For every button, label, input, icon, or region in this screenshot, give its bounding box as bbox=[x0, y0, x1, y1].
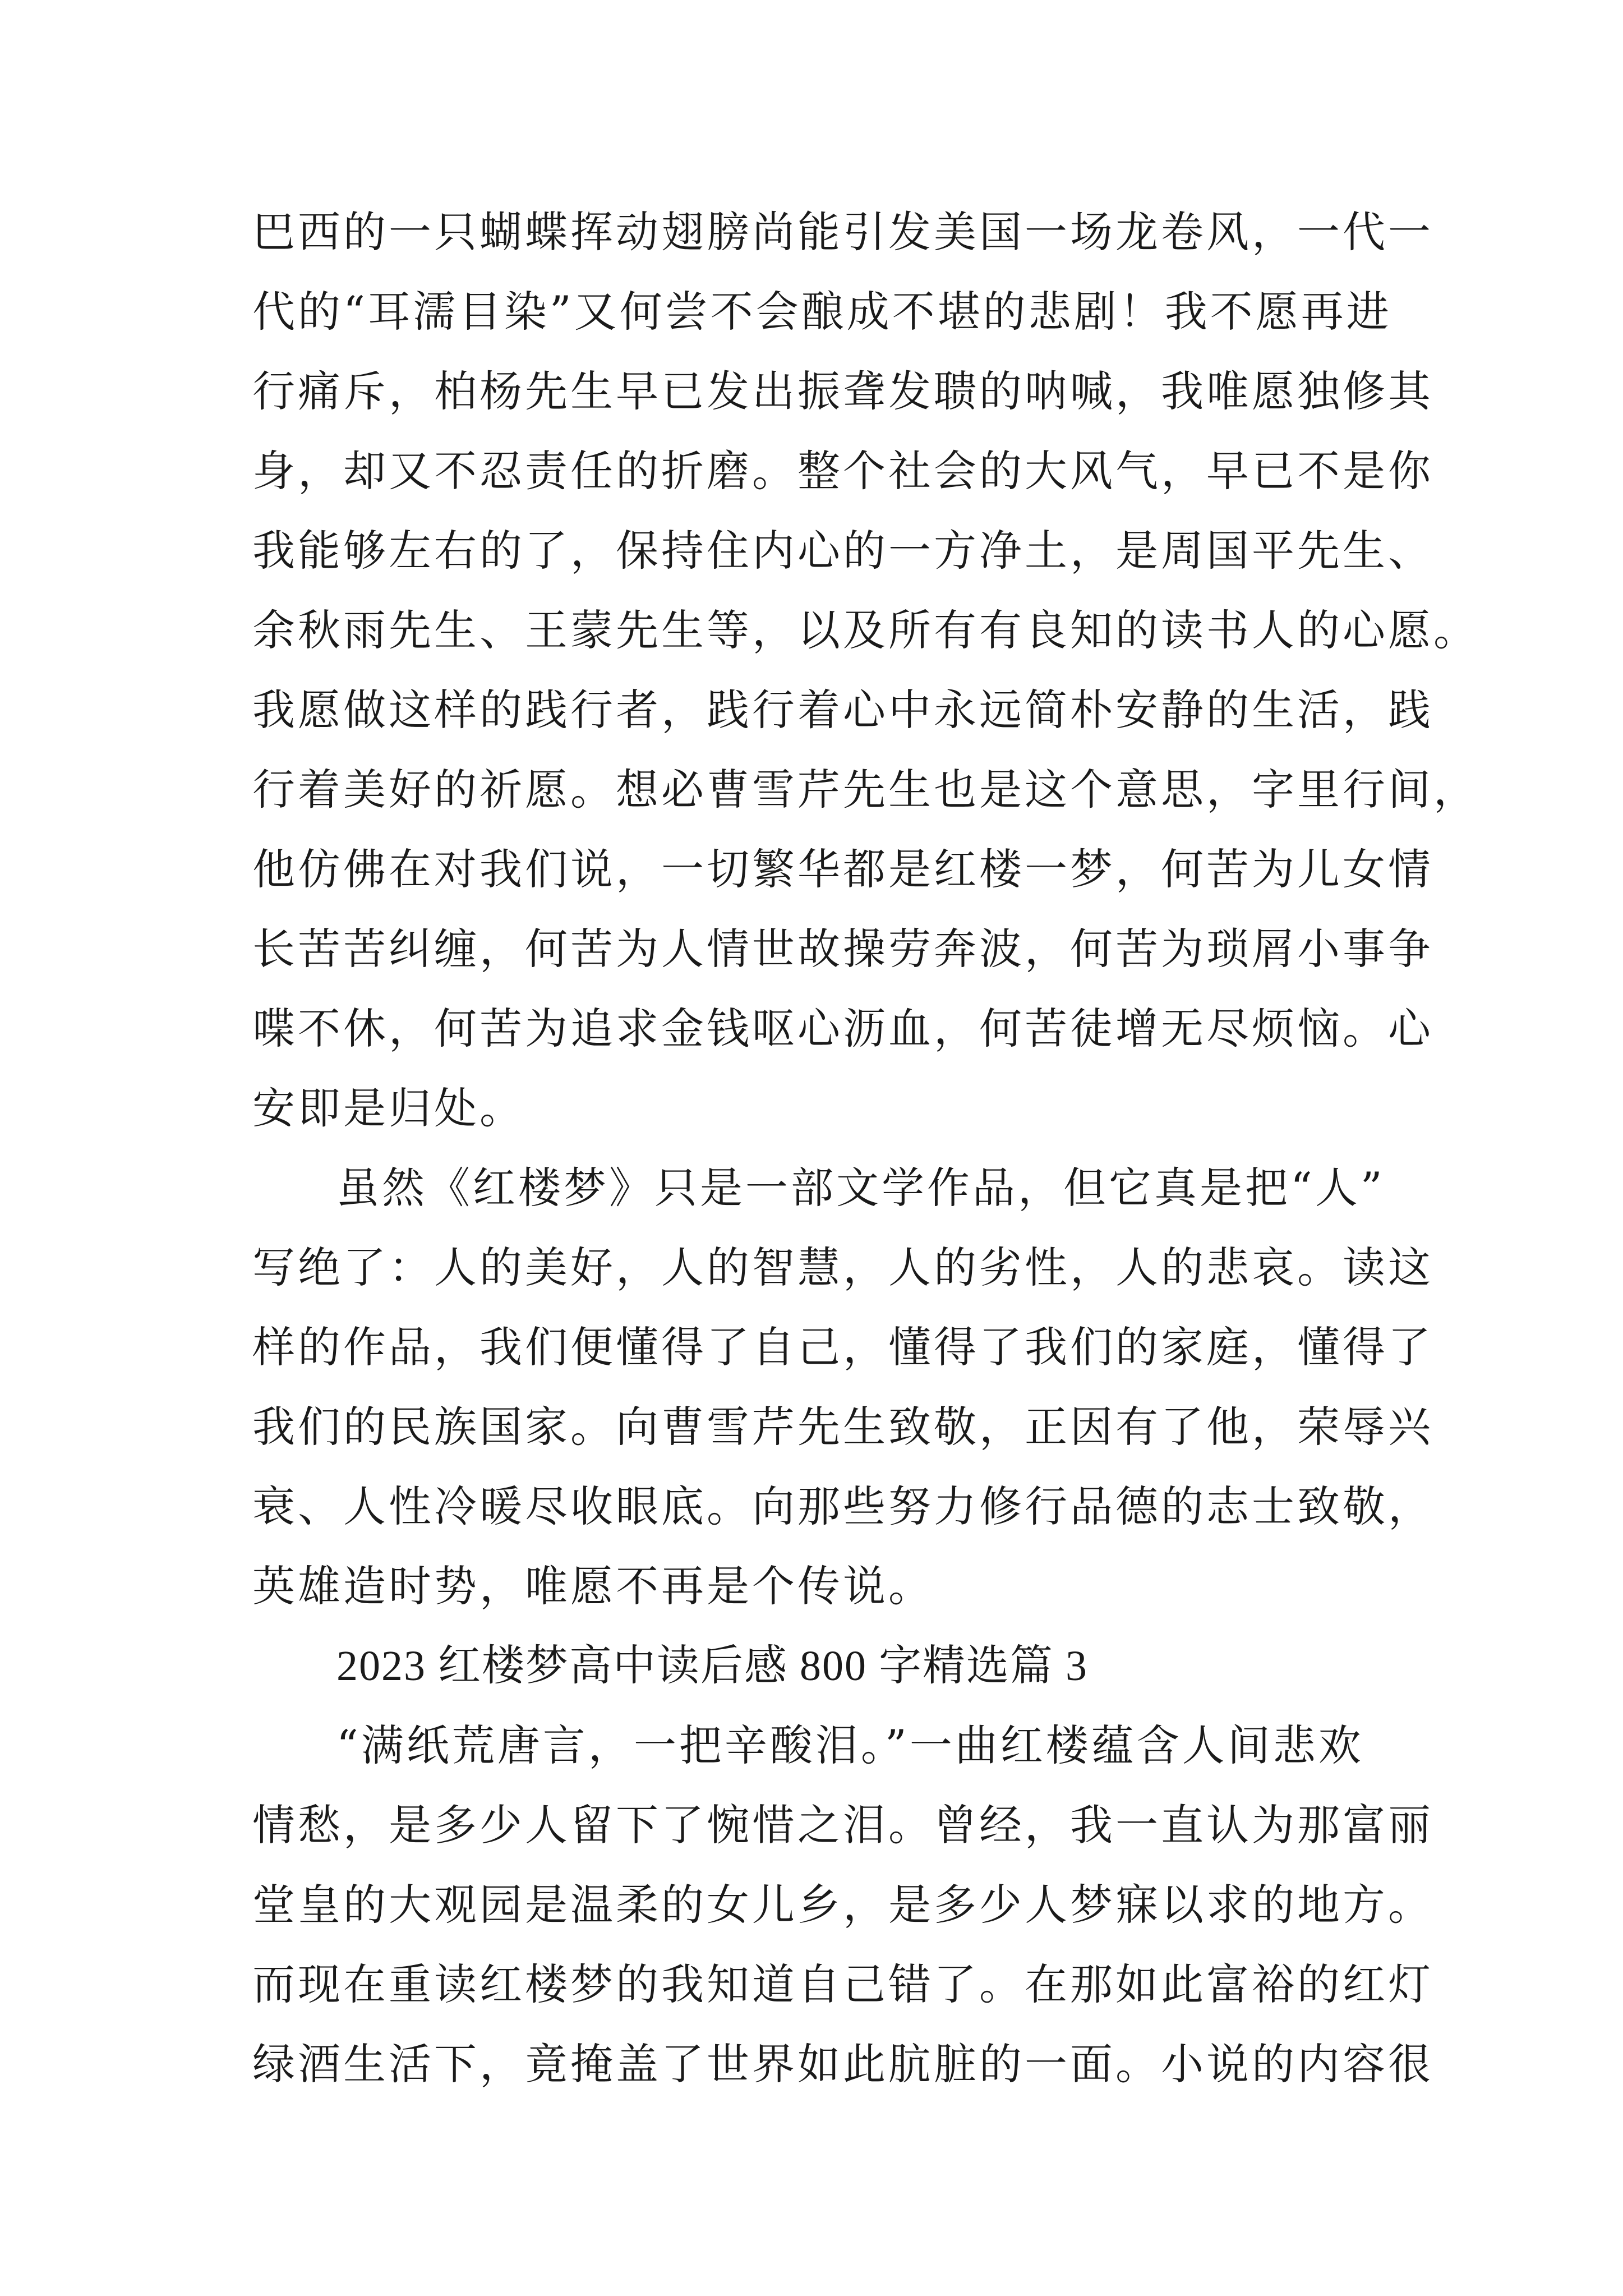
text-line: 余秋雨先生、王蒙先生等，以及所有有良知的读书人的心愿。 bbox=[252, 605, 1479, 655]
text-line: 样的作品，我们便懂得了自己，懂得了我们的家庭，懂得了 bbox=[252, 1322, 1433, 1372]
text-line: 他仿佛在对我们说，一切繁华都是红楼一梦，何苦为儿女情 bbox=[252, 844, 1433, 894]
section-heading: 2023 红楼梦高中读后感 800 字精选篇 3 bbox=[336, 1642, 1088, 1690]
text-line: 我能够左右的了，保持住内心的一方净土，是周国平先生、 bbox=[252, 526, 1433, 576]
text-line: 堂皇的大观园是温柔的女儿乡，是多少人梦寐以求的地方。 bbox=[252, 1880, 1433, 1930]
paragraph-first-line: “满纸荒唐言，一把辛酸泪。”一曲红楼蕴含人间悲欢 bbox=[336, 1720, 1364, 1770]
text-line: 英雄造时势，唯愿不再是个传说。 bbox=[252, 1561, 934, 1611]
text-line: 喋不休，何苦为追求金钱呕心沥血，何苦徒增无尽烦恼。心 bbox=[252, 1004, 1433, 1053]
text-line: 身，却又不忍责任的折磨。整个社会的大风气，早已不是你 bbox=[252, 446, 1433, 496]
text-line: 绿酒生活下，竟掩盖了世界如此肮脏的一面。小说的内容很 bbox=[252, 2039, 1433, 2089]
text-line: 安即是归处。 bbox=[252, 1083, 525, 1133]
text-line: 行痛斥，柏杨先生早已发出振聋发聩的呐喊，我唯愿独修其 bbox=[252, 366, 1433, 416]
text-line: 情愁，是多少人留下了惋惜之泪。曾经，我一直认为那富丽 bbox=[252, 1800, 1433, 1850]
text-line: 代的“耳濡目染”又何尝不会酿成不堪的悲剧！我不愿再进 bbox=[252, 287, 1392, 337]
text-line: 衰、人性冷暖尽收眼底。向那些努力修行品德的志士致敬， bbox=[252, 1481, 1433, 1531]
paragraph-first-line: 虽然《红楼梦》只是一部文学作品，但它真是把“人” bbox=[336, 1163, 1385, 1213]
text-line: 写绝了：人的美好，人的智慧，人的劣性，人的悲哀。读这 bbox=[252, 1243, 1433, 1292]
text-line: 行着美好的祈愿。想必曹雪芹先生也是这个意思，字里行间， bbox=[252, 765, 1479, 815]
text-line: 巴西的一只蝴蝶挥动翅膀尚能引发美国一场龙卷风，一代一 bbox=[252, 207, 1433, 257]
text-line: 我们的民族国家。向曹雪芹先生致敬，正因有了他，荣辱兴 bbox=[252, 1402, 1433, 1452]
text-line: 长苦苦纠缠，何苦为人情世故操劳奔波，何苦为琐屑小事争 bbox=[252, 924, 1433, 974]
text-line: 我愿做这样的践行者，践行着心中永远简朴安静的生活，践 bbox=[252, 685, 1433, 735]
text-line: 而现在重读红楼梦的我知道自己错了。在那如此富裕的红灯 bbox=[252, 1959, 1433, 2009]
